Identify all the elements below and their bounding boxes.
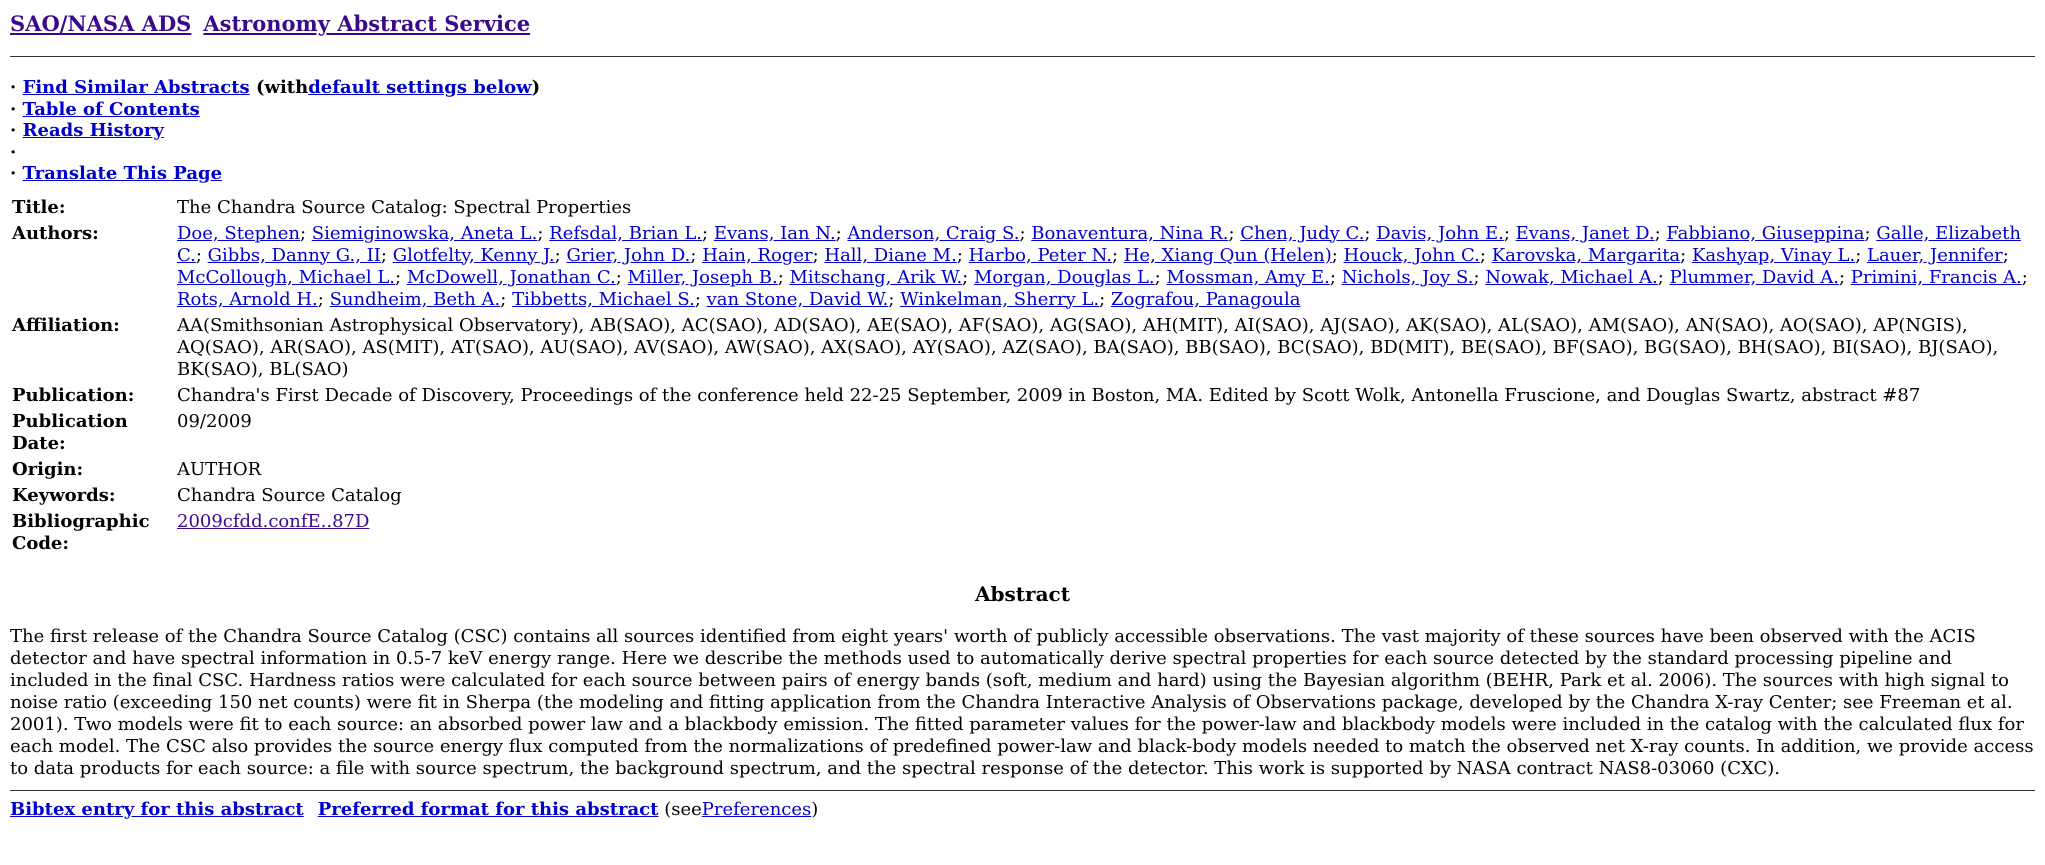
- publication-value: Chandra's First Decade of Discovery, Proceedings of the conference held 22-25 September, 2009 in Boston, MA. Edited by Scott Wolk, Antonella Fruscione, and Douglas Swartz, abstract #87: [177, 384, 1921, 406]
- toc-row: [10, 99, 2035, 121]
- author-separator: ;: [554, 244, 567, 266]
- affiliation-value: AA(Smithsonian Astrophysical Observatory), AB(SAO), AC(SAO), AD(SAO), AE(SAO), AF(SAO), AG(SAO), AH(MIT), AI(SAO), AJ(SAO), AK(SAO), AL(SAO), AM(SAO), AN(SAO), AO(SAO), AP(NGIS), AQ(SAO), AR(SAO), AS(MIT), AT(SAO), AU(SAO), AV(SAO), AW(SAO), AX(SAO), AY(SAO), AZ(SAO), BA(SAO), BB(SAO), BC(SAO), BD(MIT), BE(SAO), BF(SAO), BG(SAO), BH(SAO), BI(SAO), BJ(SAO), BK(SAO), BL(SAO): [177, 314, 1999, 380]
- bibcode-label: Bibliographic Code:: [12, 510, 150, 554]
- author-link[interactable]: Sundheim, Beth A.: [329, 288, 501, 310]
- author-link[interactable]: Refsdal, Brian L.: [549, 222, 703, 244]
- author-link[interactable]: Tibbetts, Michael S.: [512, 288, 695, 310]
- author-separator: ;: [1855, 244, 1867, 266]
- author-link[interactable]: Lauer, Jennifer: [1866, 244, 2003, 266]
- pubdate-row: [10, 411, 2035, 459]
- author-link[interactable]: Galle, Elizabeth C.: [177, 222, 2021, 266]
- footer-links: [10, 799, 2035, 821]
- author-separator: ;: [690, 244, 703, 266]
- abstract-service-link[interactable]: Astronomy Abstract Service: [203, 11, 531, 36]
- author-separator: ;: [537, 222, 550, 244]
- author-link[interactable]: Nichols, Joy S.: [1341, 266, 1474, 288]
- bullet: ·: [10, 163, 17, 184]
- publication-label: Publication:: [12, 384, 135, 406]
- reads-history-link[interactable]: Reads History: [22, 120, 164, 141]
- author-link[interactable]: Miller, Joseph B.: [627, 266, 778, 288]
- author-separator: ;: [500, 288, 513, 310]
- author-link[interactable]: Karovska, Margarita: [1491, 244, 1681, 266]
- metadata-table: [10, 197, 2035, 559]
- author-separator: ;: [2002, 244, 2009, 266]
- author-link[interactable]: He, Xiang Qun (Helen): [1123, 244, 1332, 266]
- bottom-divider: [10, 790, 2035, 791]
- author-separator: ;: [702, 222, 714, 244]
- authors-list: [173, 223, 2035, 315]
- author-separator: ;: [195, 244, 208, 266]
- bullet: ·: [10, 98, 17, 120]
- origin-label: Origin:: [12, 458, 84, 480]
- author-separator: ;: [395, 266, 407, 288]
- author-separator: ;: [1864, 222, 1877, 244]
- affiliation-row: [10, 315, 2035, 385]
- author-link[interactable]: Houck, John C.: [1343, 244, 1480, 266]
- author-link[interactable]: Zografou, Panagoula: [1110, 288, 1301, 310]
- with-suffix: ): [531, 77, 541, 98]
- action-links: [10, 77, 2035, 185]
- bibcode-link[interactable]: 2009cfdd.confE..87D: [177, 510, 370, 532]
- author-link[interactable]: McCollough, Michael L.: [177, 266, 396, 288]
- author-link[interactable]: Morgan, Douglas L.: [973, 266, 1155, 288]
- author-separator: ;: [1154, 266, 1167, 288]
- author-separator: ;: [1364, 222, 1377, 244]
- site-header: [10, 0, 2035, 46]
- author-link[interactable]: Nowak, Michael A.: [1485, 266, 1658, 288]
- find-similar-link[interactable]: Find Similar Abstracts: [22, 77, 250, 98]
- author-link[interactable]: Mossman, Amy E.: [1166, 266, 1330, 288]
- author-separator: ;: [777, 266, 790, 288]
- author-link[interactable]: Primini, Francis A.: [1850, 266, 2022, 288]
- author-link[interactable]: Bonaventura, Nina R.: [1031, 222, 1229, 244]
- find-similar-row: [10, 77, 2035, 99]
- author-separator: ;: [835, 222, 848, 244]
- bullet: ·: [10, 141, 17, 163]
- author-link[interactable]: Plummer, David A.: [1669, 266, 1839, 288]
- author-separator: ;: [694, 288, 707, 310]
- authors-row: [10, 223, 2035, 315]
- author-link[interactable]: Chen, Judy C.: [1240, 222, 1365, 244]
- preferences-link[interactable]: Preferences: [701, 798, 812, 820]
- bibcode-row: [10, 511, 2035, 559]
- title-value: The Chandra Source Catalog: Spectral Properties: [177, 196, 632, 218]
- author-separator: ;: [1654, 222, 1667, 244]
- author-link[interactable]: Evans, Janet D.: [1515, 222, 1655, 244]
- with-prefix: (with: [255, 77, 309, 98]
- author-link[interactable]: van Stone, David W.: [706, 288, 889, 310]
- author-link[interactable]: Fabbiano, Giuseppina: [1666, 222, 1865, 244]
- author-separator: ;: [1019, 222, 1032, 244]
- author-separator: ;: [2021, 266, 2028, 288]
- abstract-text: The first release of the Chandra Source Catalog (CSC) contains all sources identified from eight years' worth of publicly accessible observations. The vast majority of these sources have been observed with the ACIS detector and have spectral information in 0.5-7 keV energy range. Here we describe the methods used to automatically derive spectral properties for each source detected by the standard processing pipeline and included in the final CSC. Hardness ratios were calculated for each source between pairs of energy bands (soft, medium and hard) using the Bayesian algorithm (BEHR, Park et al. 2006). The sources with high signal to noise ratio (exceeding 150 net counts) were fit in Sherpa (the modeling and fitting application from the Chandra Interactive Analysis of Observations package, developed by the Chandra X-ray Center; see Freeman et al. 2001). Two models were fit to each source: an absorbed power law and a blackbody emission. The fitted parameter values for the power-law and blackbody models were included in the catalog with the calculated flux for each model. The CSC also provides the source energy flux computed from the normalizations of predefined power-law and black-body models needed to match the observed net X-ray counts. In addition, we provide access to data products for each source: a file with source spectrum, the background spectrum, and the spectral response of the detector. This work is supported by NASA contract NAS8-03060 (CXC).: [10, 625, 2034, 779]
- author-separator: ;: [1228, 222, 1241, 244]
- author-link[interactable]: Gibbs, Danny G., II: [207, 244, 381, 266]
- author-link[interactable]: Evans, Ian N.: [713, 222, 836, 244]
- publication-row: [10, 385, 2035, 411]
- empty-bullet-row: [10, 142, 2035, 164]
- see-prefix: (see: [664, 798, 702, 820]
- title-row: [10, 197, 2035, 223]
- affiliation-label: Affiliation:: [12, 314, 120, 336]
- translate-row: [10, 163, 2035, 185]
- bullet: ·: [10, 120, 17, 141]
- default-settings-link[interactable]: default settings below: [308, 77, 532, 98]
- see-suffix: ): [811, 798, 819, 820]
- author-separator: ;: [1111, 244, 1124, 266]
- author-link[interactable]: Glotfelty, Kenny J.: [392, 244, 555, 266]
- author-link[interactable]: Siemiginowska, Aneta L.: [311, 222, 538, 244]
- pubdate-label: Publication Date:: [12, 410, 128, 454]
- bibcode-cell: [173, 511, 2035, 559]
- author-separator: ;: [615, 266, 628, 288]
- author-link[interactable]: Anderson, Craig S.: [847, 222, 1020, 244]
- keywords-value: Chandra Source Catalog: [177, 484, 402, 506]
- author-separator: ;: [1657, 266, 1670, 288]
- translate-page-link[interactable]: Translate This Page: [22, 163, 223, 184]
- author-link[interactable]: Winkelman, Sherry L.: [900, 288, 1100, 310]
- author-separator: ;: [1331, 244, 1344, 266]
- author-separator: ;: [299, 222, 312, 244]
- author-link[interactable]: Doe, Stephen: [177, 222, 300, 244]
- author-link[interactable]: Kashyap, Vinay L.: [1691, 244, 1856, 266]
- author-separator: ;: [1503, 222, 1516, 244]
- preferred-format-link[interactable]: Preferred format for this abstract: [317, 798, 659, 820]
- table-of-contents-link[interactable]: Table of Contents: [22, 98, 200, 120]
- author-link[interactable]: Hain, Roger: [702, 244, 813, 266]
- author-separator: ;: [1479, 244, 1492, 266]
- author-link[interactable]: Hall, Diane M.: [824, 244, 957, 266]
- ads-home-link[interactable]: SAO/NASA ADS: [10, 11, 192, 36]
- author-link[interactable]: Harbo, Peter N.: [968, 244, 1112, 266]
- author-separator: ;: [1329, 266, 1342, 288]
- bullet: ·: [10, 77, 17, 98]
- author-separator: ;: [1680, 244, 1692, 266]
- author-link[interactable]: Davis, John E.: [1376, 222, 1504, 244]
- author-link[interactable]: Rots, Arnold H.: [177, 288, 318, 310]
- title-label: Title:: [12, 196, 66, 218]
- authors-label: Authors:: [12, 222, 99, 244]
- bibtex-link[interactable]: Bibtex entry for this abstract: [10, 798, 304, 820]
- author-separator: ;: [888, 288, 901, 310]
- author-separator: ;: [380, 244, 393, 266]
- abstract-heading: Abstract: [975, 581, 1070, 606]
- author-separator: ;: [1099, 288, 1111, 310]
- reads-history-row: [10, 120, 2035, 142]
- top-divider: [10, 56, 2035, 57]
- pubdate-value: 09/2009: [177, 410, 252, 432]
- origin-value: AUTHOR: [177, 458, 262, 480]
- keywords-row: [10, 485, 2035, 511]
- author-separator: ;: [962, 266, 974, 288]
- origin-row: [10, 459, 2035, 485]
- author-separator: ;: [317, 288, 330, 310]
- author-link[interactable]: Grier, John D.: [566, 244, 691, 266]
- author-separator: ;: [956, 244, 969, 266]
- author-link[interactable]: Mitschang, Arik W.: [789, 266, 963, 288]
- author-separator: ;: [1838, 266, 1851, 288]
- author-link[interactable]: McDowell, Jonathan C.: [406, 266, 616, 288]
- keywords-label: Keywords:: [12, 484, 116, 506]
- author-separator: ;: [1473, 266, 1486, 288]
- author-separator: ;: [812, 244, 825, 266]
